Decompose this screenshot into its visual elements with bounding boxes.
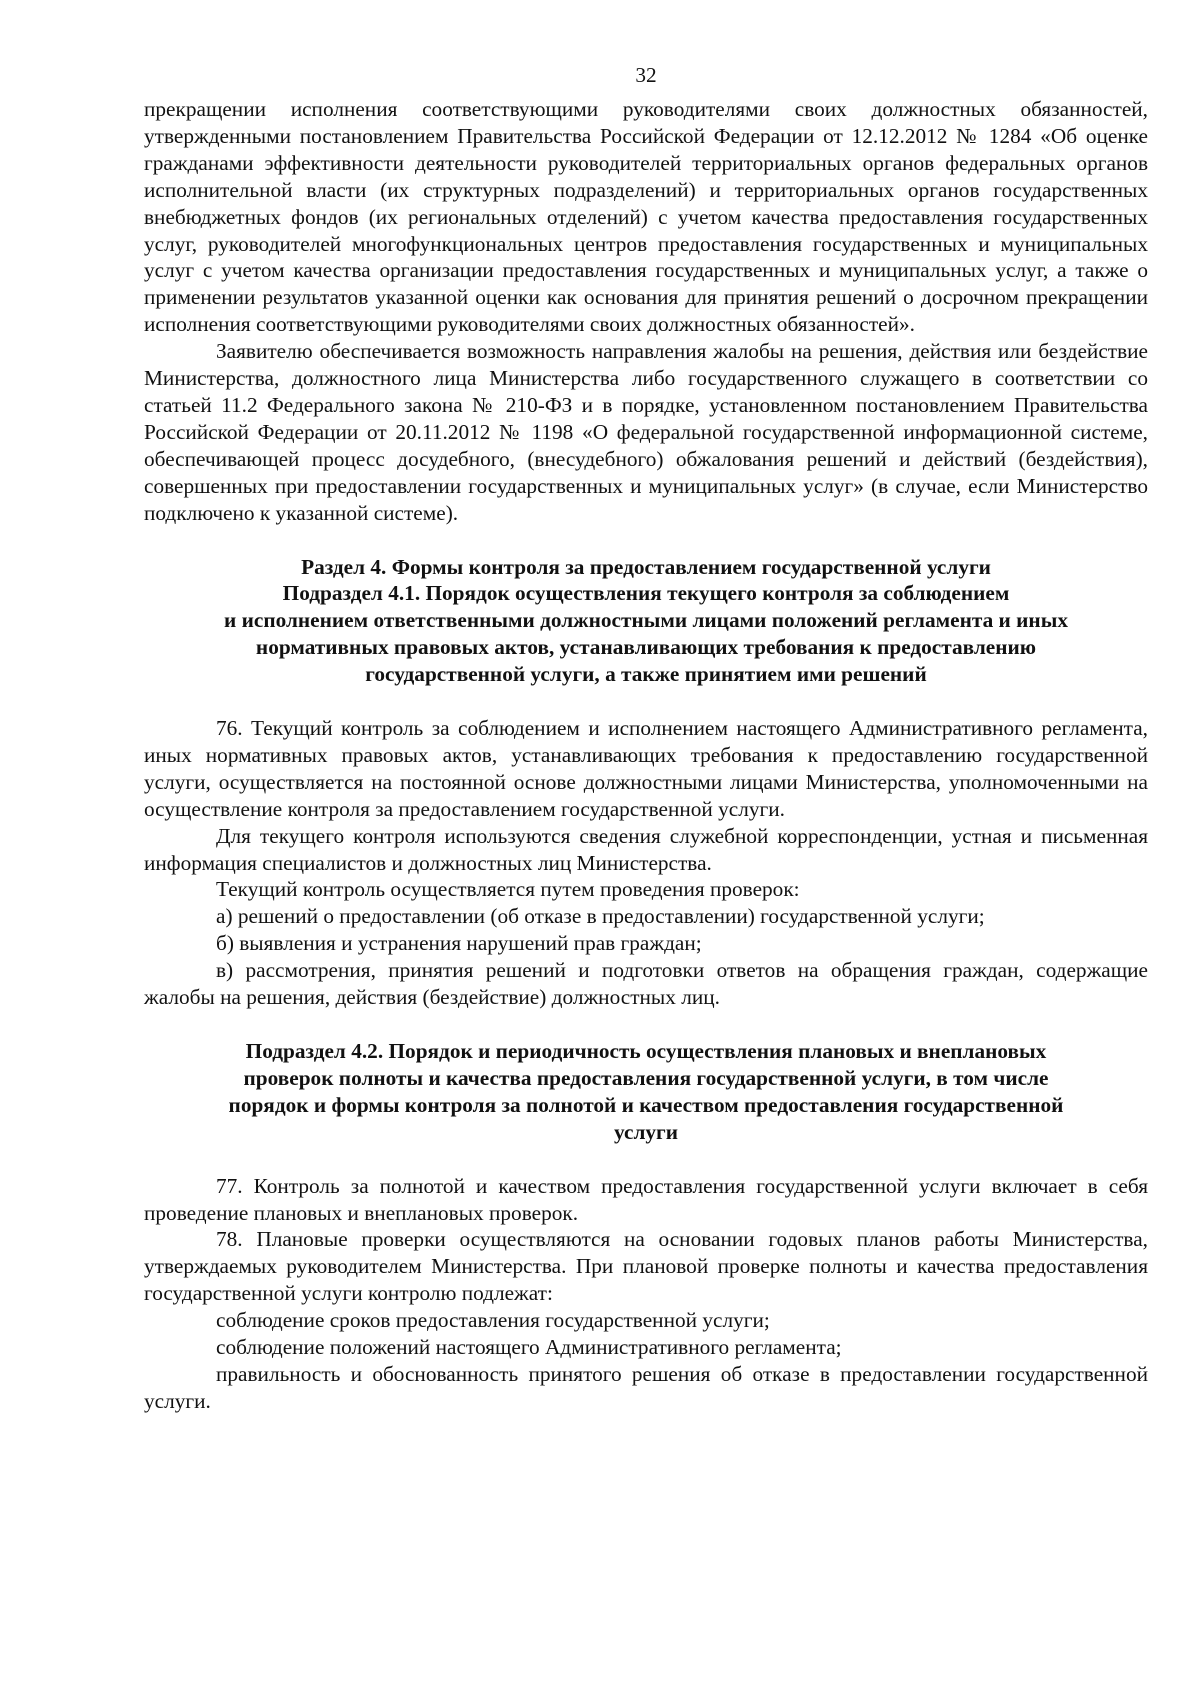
subsection-4-1-title-line: государственной услуги, а также принятием ими решений (365, 662, 927, 687)
list-item-refusal-validity: правильность и обоснованность принятого решения об отказе в предоставлении государственной услуги. (144, 1361, 1148, 1413)
page-number: 32 (635, 63, 657, 87)
subsection-4-2-heading (144, 1038, 1148, 1146)
section-4-heading (144, 554, 1148, 689)
list-item-deadlines: соблюдение сроков предоставления государственной услуги; (216, 1308, 770, 1333)
subsection-4-2-title-line: Подраздел 4.2. Порядок и периодичность осуществления плановых и внеплановых (245, 1039, 1047, 1063)
paragraph-continuation: прекращении исполнения соответствующими руководителями своих должностных обязанностей, утвержденными постановлением Правительства Российской Федерации от 12.12.2012 № 1284 «Об оценке гражданами эффективности деятельности руководителей территориальных органов федеральных органов исполнительной власти (их структурных подразделений) и территориальных органов государственных внебюджетных фондов (их региональных отделений) с учетом качества предоставления государственных услуг, руководителей многофункциональных центров предоставления государственных и муниципальных услуг с учетом качества организации предоставления государственных и муниципальных услуг, а также о применении результатов указанной оценки как основания для принятия решений о досрочном прекращении исполнения соответствующими руководителями своих должностных обязанностей». (144, 97, 1148, 337)
document-page (144, 62, 1148, 1415)
subsection-4-2-title-line: услуги (614, 1119, 678, 1144)
subsection-4-1-title-line: и исполнением ответственными должностными лицами положений регламента и иных (224, 608, 1068, 633)
list-item-a: а) решений о предоставлении (об отказе в предоставлении) государственной услуги; (216, 904, 985, 929)
section-4-title: Раздел 4. Формы контроля за предоставлением государственной услуги (301, 554, 991, 579)
subsection-4-1-title-line: Подраздел 4.1. Порядок осуществления текущего контроля за соблюдением (282, 581, 1010, 606)
subsection-4-2-title-line: проверок полноты и качества предоставления государственной услуги, в том числе (243, 1065, 1049, 1090)
paragraph-control-checks: Текущий контроль осуществляется путем проведения проверок: (216, 877, 800, 902)
list-item-regulation: соблюдение положений настоящего Административного регламента; (216, 1335, 842, 1360)
subsection-4-1-title-line: нормативных правовых актов, устанавливающих требования к предоставлению (255, 635, 1037, 660)
paragraph-78: 78. Плановые проверки осуществляются на основании годовых планов работы Министерства, утверждаемых руководителем Министерства. При плановой проверке полноты и качества предоставления государственной услуги контролю подлежат: (144, 1227, 1148, 1306)
paragraph-complaint-right: Заявителю обеспечивается возможность направления жалобы на решения, действия или бездействие Министерства, должностного лица Министерства либо государственного служащего в соответствии со статьей 11.2 Федерального закона № 210-ФЗ и в порядке, установленном постановлением Правительства Российской Федерации от 20.11.2012 № 1198 «О федеральной государственной информационной системе, обеспечивающей процесс досудебного, (внесудебного) обжалования решений и действий (бездействия), совершенных при предоставлении государственных и муниципальных услуг» (в случае, если Министерство подключено к указанной системе). (144, 339, 1148, 525)
list-item-v: в) рассмотрения, принятия решений и подготовки ответов на обращения граждан, содержащие жалобы на решения, действия (бездействие) должностных лиц. (144, 958, 1148, 1010)
paragraph-control-sources: Для текущего контроля используются сведения служебной корреспонденции, устная и письменная информация специалистов и должностных лиц Министерства. (144, 823, 1148, 875)
paragraph-76: 76. Текущий контроль за соблюдением и исполнением настоящего Административного регламента, иных нормативных правовых актов, устанавливающих требования к предоставлению государственной услуги, осуществляется на постоянной основе должностными лицами Министерства, уполномоченными на осуществление контроля за предоставлением государственной услуги. (144, 716, 1148, 821)
subsection-4-2-title-line: порядок и формы контроля за полнотой и качеством предоставления государственной (228, 1092, 1064, 1117)
list-item-b: б) выявления и устранения нарушений прав граждан; (216, 931, 702, 956)
paragraph-77: 77. Контроль за полнотой и качеством предоставления государственной услуги включает в себя проведение плановых и внеплановых проверок. (144, 1173, 1148, 1225)
